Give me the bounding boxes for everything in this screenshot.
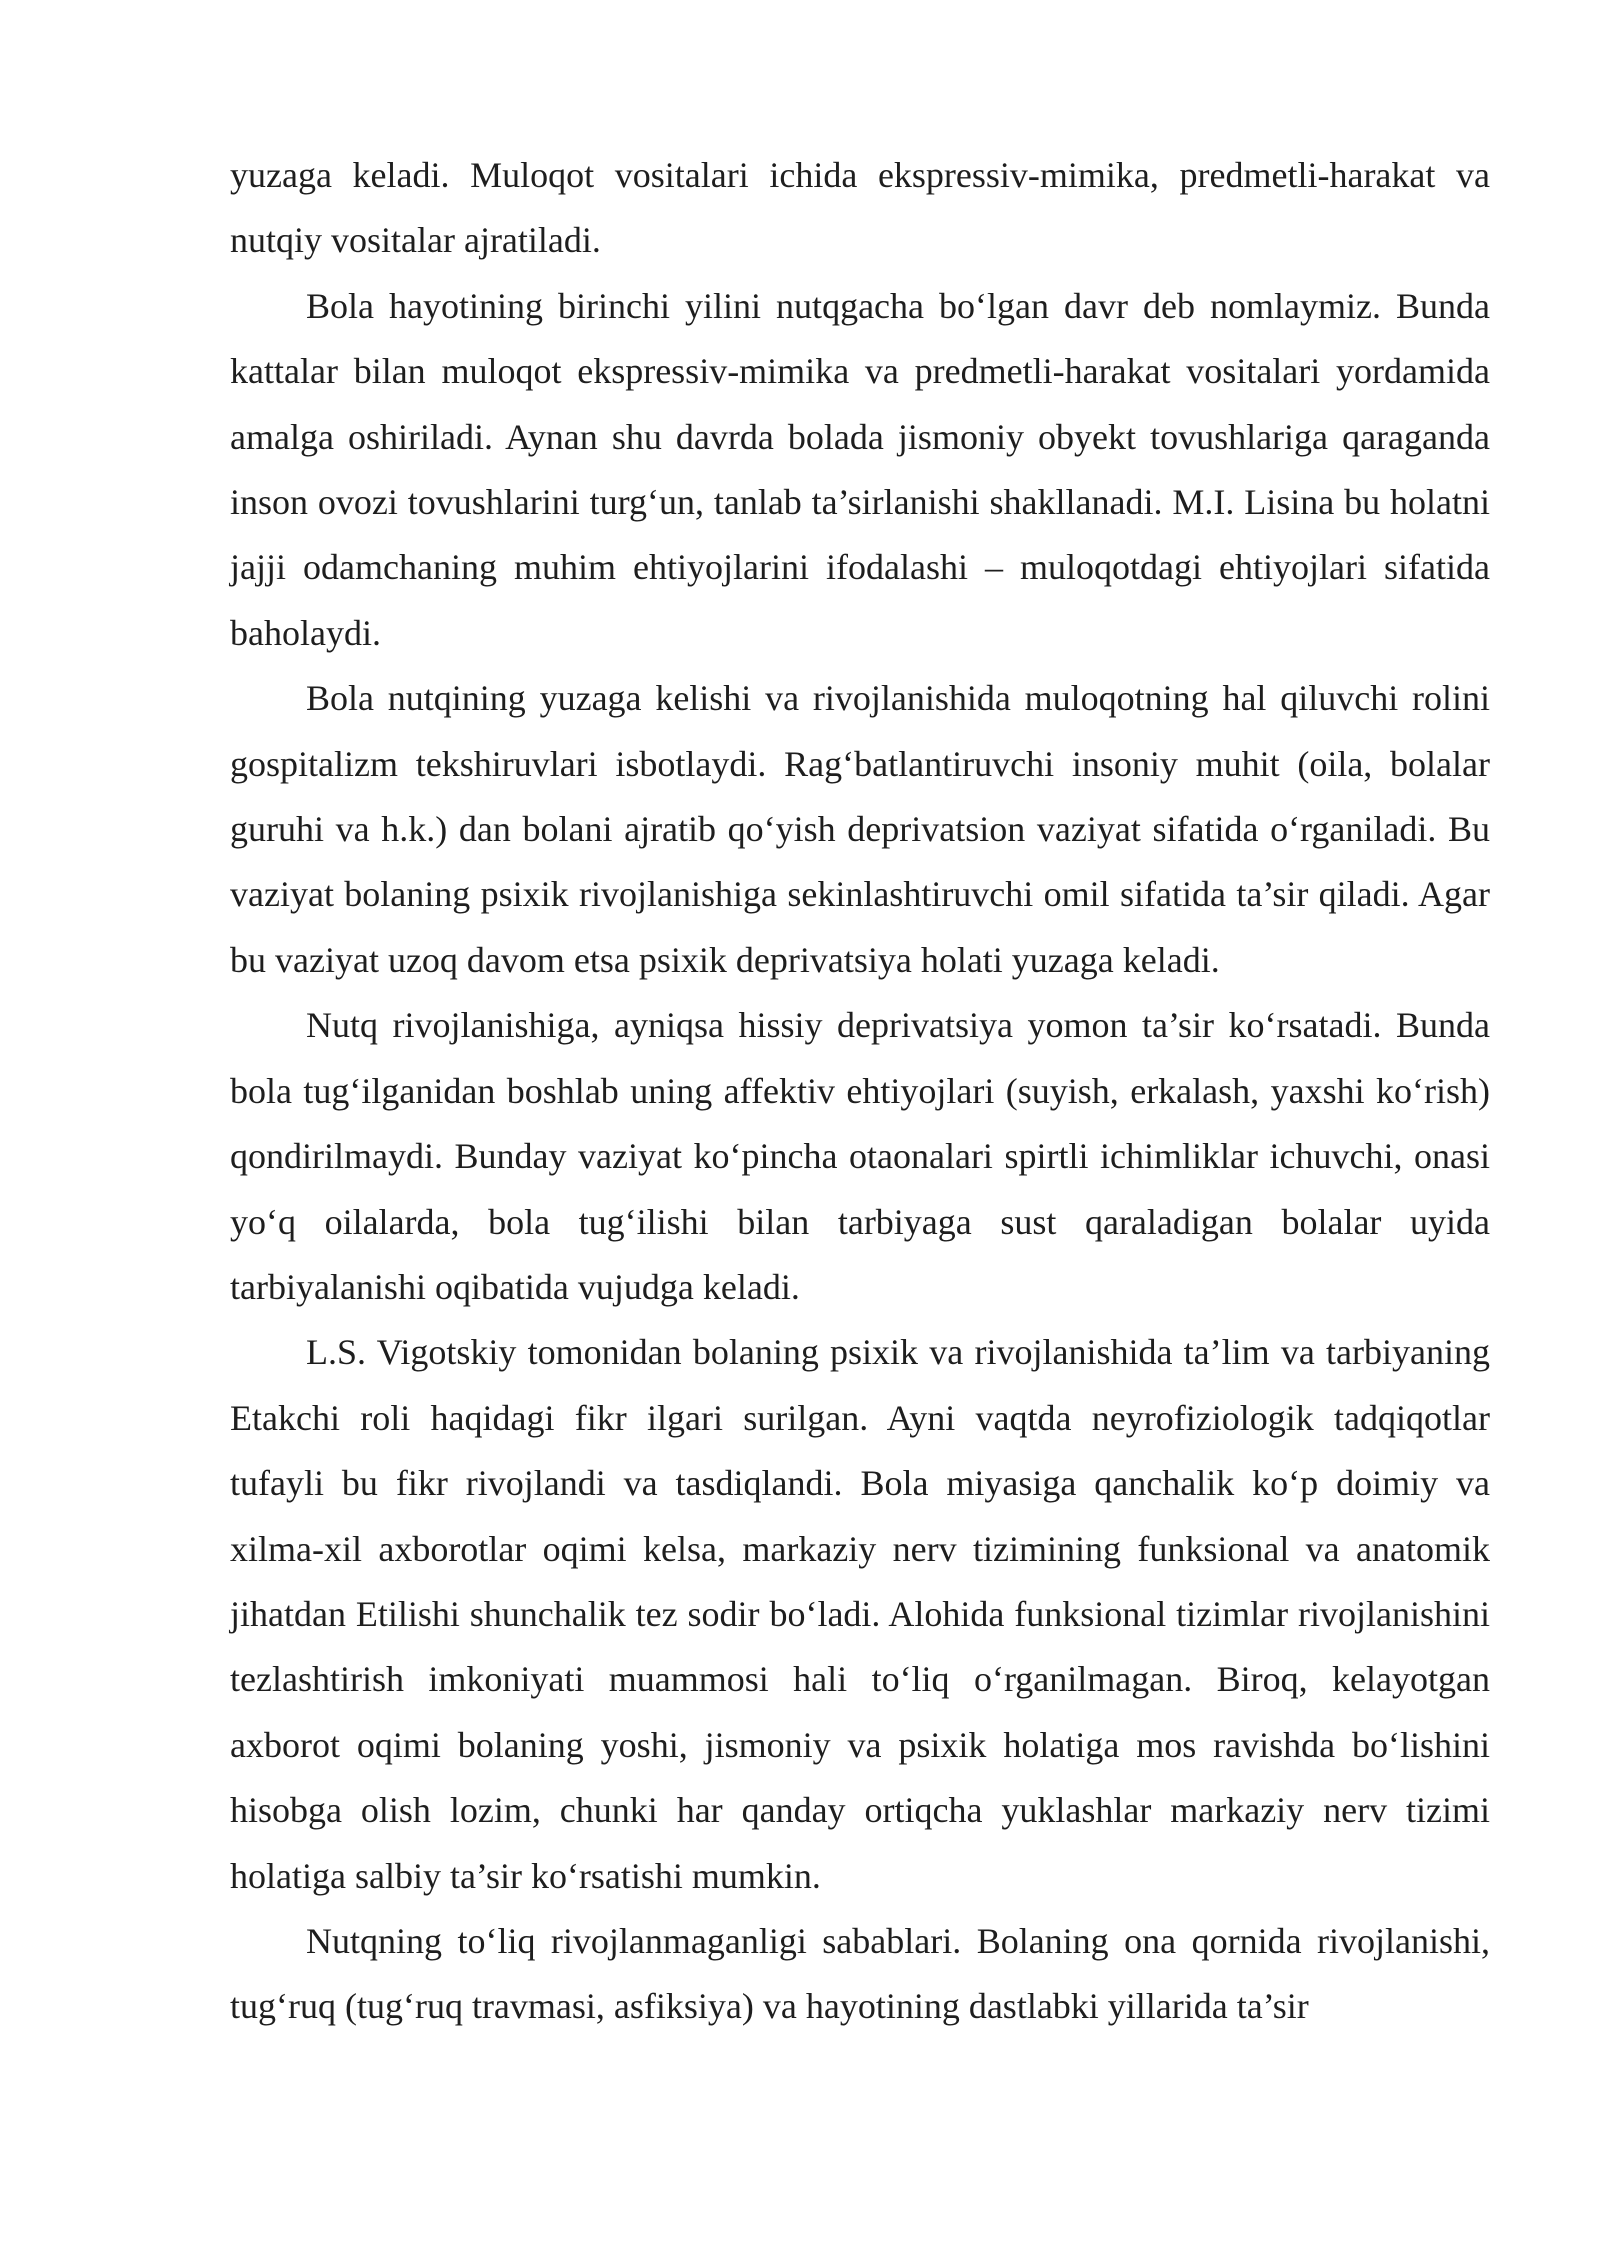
paragraph-2: Bola hayotining birinchi yilini nutqgacha bo‘lgan davr deb nomlaymiz. Bunda kattalar bilan muloqot ekspressiv-mimika va predmetli-harakat vositalari yordamida amalga oshiriladi. Aynan shu davrda bolada jismoniy obyekt tovushlariga qaraganda inson ovozi tovushlarini turg‘un, tanlab ta’sirlanishi shakllanadi. M.I. Lisina bu holatni jajji odamchaning muhim ehtiyojlarini ifodalashi – muloqotdagi ehtiyojlari sifatida baholaydi. — [230, 285, 1490, 653]
paragraph-1: yuzaga keladi. Muloqot vositalari ichida ekspressiv-mimika, predmetli-harakat va nutqiy vositalar ajratiladi. — [230, 155, 1490, 261]
paragraph-5: L.S. Vigotskiy tomonidan bolaning psixik va rivojlanishida ta’lim va tarbiyaning Etakchi roli haqidagi fikr ilgari surilgan. Ayni vaqtda neyrofiziologik tadqiqotlar tufayli bu fikr rivojlandi va tasdiqlandi. Bola miyasiga qanchalik ko‘p doimiy va xilma-xil axborotlar oqimi kelsa, markaziy nerv tizimining funksional va anatomik jihatdan Etilishi shunchalik tez sodir bo‘ladi. Alohida funksional tizimlar rivojlanishini tezlashtirish imkoniyati muammosi hali to‘liq o‘rganilmagan. Biroq, kelayotgan axborot oqimi bolaning yoshi, jismoniy va psixik holatiga mos ravishda bo‘lishini hisobga olish lozim, chunki har qanday ortiqcha yuklashlar markaziy nerv tizimi holatiga salbiy ta’sir ko‘rsatishi mumkin. — [230, 1332, 1490, 1896]
paragraph-4: Nutq rivojlanishiga, ayniqsa hissiy deprivatsiya yomon ta’sir ko‘rsatadi. Bunda bola tug‘ilganidan boshlab uning affektiv ehtiyojlari (suyish, erkalash, yaxshi ko‘rish) qondirilmaydi. Bunday vaziyat ko‘pincha otaonalari spirtli ichimliklar ichuvchi, onasi yo‘q oilalarda, bola tug‘ilishi bilan tarbiyaga sust qaraladigan bolalar uyida tarbiyalanishi oqibatida vujudga keladi. — [230, 1005, 1490, 1307]
paragraph-3: Bola nutqining yuzaga kelishi va rivojlanishida muloqotning hal qiluvchi rolini gospitalizm tekshiruvlari isbotlaydi. Rag‘batlantiruvchi insoniy muhit (oila, bolalar guruhi va h.k.) dan bolani ajratib qo‘yish deprivatsion vaziyat sifatida o‘rganiladi. Bu vaziyat bolaning psixik rivojlanishiga sekinlashtiruvchi omil sifatida ta’sir qiladi. Agar bu vaziyat uzoq davom etsa psixik deprivatsiya holati yuzaga keladi. — [230, 678, 1490, 980]
document-page — [230, 143, 1490, 2040]
paragraph-6: Nutqning to‘liq rivojlanmaganligi sabablari. Bolaning ona qornida rivojlanishi, tug‘ruq (tug‘ruq travmasi, asfiksiya) va hayotining dastlabki yillarida ta’sir — [230, 1920, 1490, 2027]
